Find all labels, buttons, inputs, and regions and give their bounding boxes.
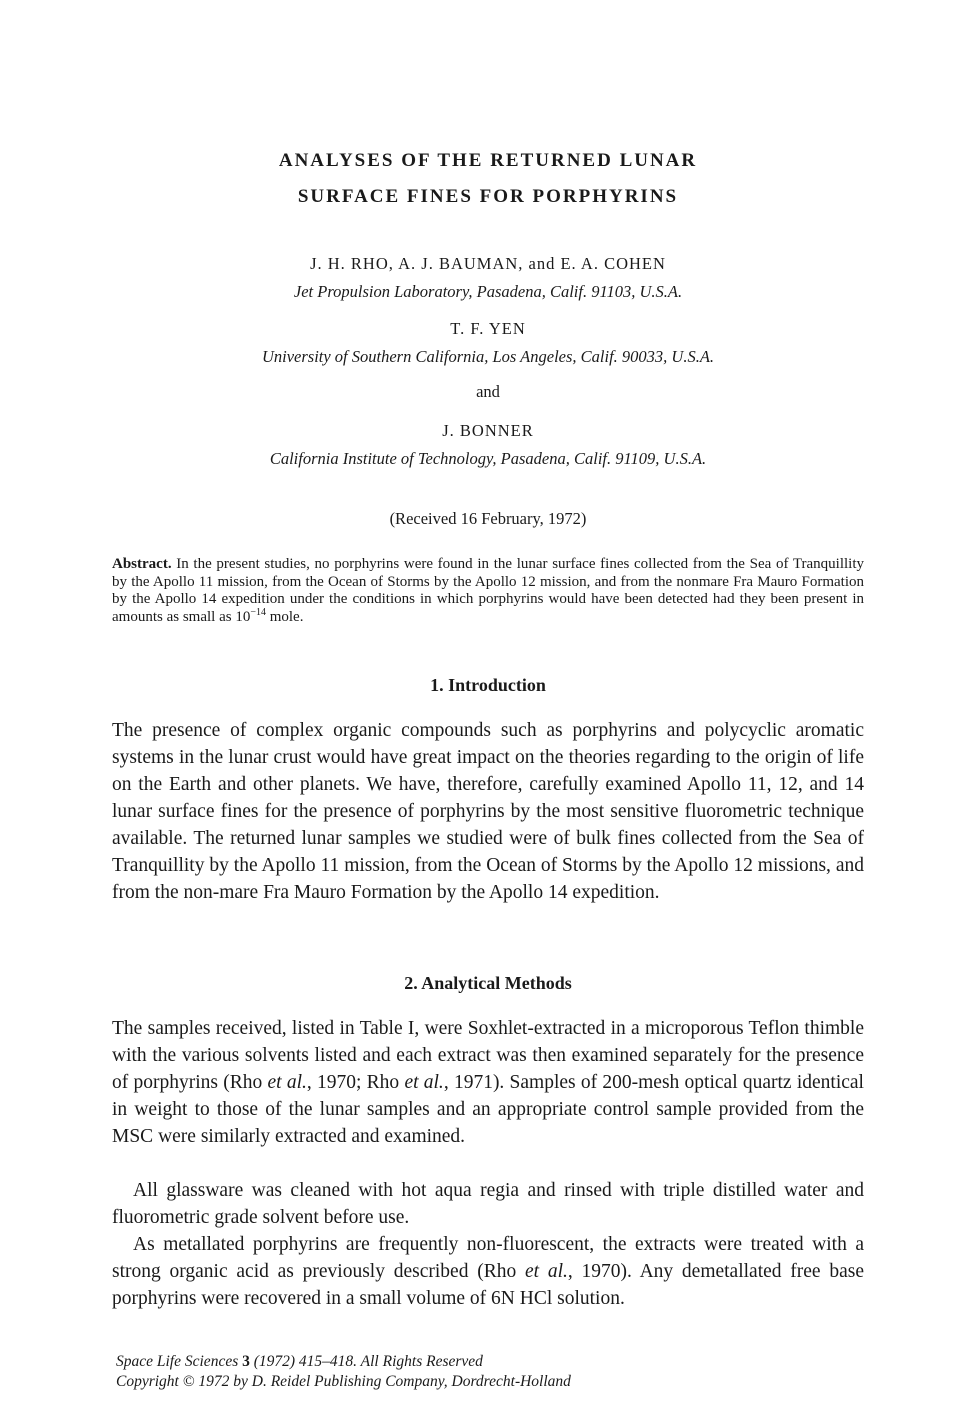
methods-paragraph-3 [112,1231,864,1312]
et-al: et al. [267,1072,307,1093]
methods-paragraph-2: All glassware was cleaned with hot aqua regia and rinsed with triple distilled water and fluorometric grade solvent before use. [112,1180,864,1228]
abstract-exponent: −14 [250,606,266,618]
footer-volume: 3 [242,1353,250,1370]
introduction-paragraph: The presence of complex organic compounds such as porphyrins and polycyclic aromatic systems in the lunar crust would have great impact on the theories regarding to the origin of life on the Earth and other planets. We have, therefore, carefully examined Apollo 11, 12, and 14 lunar surface fines for the presence of porphyrins by the most sensitive fluorometric technique available. The returned lunar samples we studied were of bulk fines collected from the Sea of Tranquillity by the Apollo 11 mission, from the Ocean of Storms by the Apollo 12 missions, and from the non-mare Fra Mauro Formation by the Apollo 14 expedition. [112,720,864,903]
footer-citation [116,1352,571,1392]
affiliation-3: California Institute of Technology, Pasadena, Calif. 91109, U.S.A. [269,449,707,468]
methods-p1-part-b: , 1970; Rho [306,1072,405,1093]
abstract-tail: mole. [265,608,304,625]
section-heading-introduction: 1. Introduction [430,675,546,695]
paper-title-line-2: SURFACE FINES FOR PORPHYRINS [297,186,679,207]
methods-p3-part-b: , 1970). Any demetallated free base porphyrins were recovered in a small volume of 6N HCl solution. [112,1261,865,1309]
affiliation-2: University of Southern California, Los Angeles, Calif. 90033, U.S.A. [261,347,715,366]
et-al: et al. [404,1072,444,1093]
footer-copyright: Copyright © 1972 by D. Reidel Publishing Company, Dordrecht-Holland [116,1373,571,1390]
abstract [112,556,864,626]
and-separator: and [476,382,500,401]
methods-p1-part-c: , 1971). Samples of 200-mesh optical quartz identical in weight to those of the lunar samples and an appropriate control sample provided from the MSC were similarly extracted and examined. [112,1072,864,1147]
methods-paragraph-1 [112,1015,864,1150]
abstract-text: In the present studies, no porphyrins were found in the lunar surface fines collected from the Sea of Tranquillity by the Apollo 11 mission, from the Ocean of Storms by the Apollo 12 mission, and from the nonmare Fra Mauro Formation by the Apollo 14 expedition under the conditions in which porphyrins would have been detected had they been present in amounts as small as 10 [112,556,865,625]
affiliation-1: Jet Propulsion Laboratory, Pasadena, Calif. 91103, U.S.A. [293,282,683,301]
footer-journal: Space Life Sciences [116,1353,243,1370]
methods-p1-part-a: The samples received, listed in Table I, were Soxhlet-extracted in a microporous Teflon thimble with the various solvents listed and each extract was then examined separately for the presence of porphyrins (Rho [112,1018,864,1093]
abstract-label: Abstract. [112,556,172,572]
paper-title-line-1: ANALYSES OF THE RETURNED LUNAR [278,150,698,171]
author-names-2: T. F. YEN [450,319,526,338]
author-names-1: J. H. RHO, A. J. BAUMAN, and E. A. COHEN [310,254,666,273]
author-names-3: J. BONNER [442,421,534,440]
section-heading-methods: 2. Analytical Methods [404,973,572,993]
footer-pages: (1972) 415–418. All Rights Reserved [249,1353,483,1370]
methods-p3-part-a: As metallated porphyrins are frequently non-fluorescent, the extracts were treated with a strong organic acid as previously described (Rho [112,1234,864,1282]
et-al: et al. [524,1261,568,1282]
received-date: (Received 16 February, 1972) [389,509,587,528]
